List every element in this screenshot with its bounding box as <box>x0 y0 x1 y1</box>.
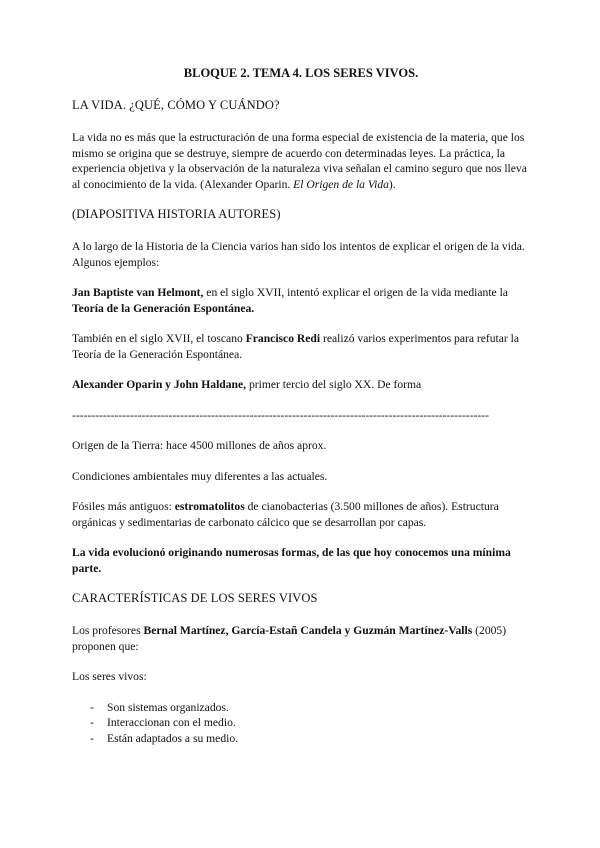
oparin-haldane-text: primer tercio del siglo XX. De forma <box>246 378 422 391</box>
van-helmont-text: en el siglo XVII, intentó explicar el origen de la vida mediante la <box>203 286 508 299</box>
authors-profesores: Bernal Martínez, García-Estañ Candela y Guzmán Martínez-Valls <box>143 624 473 637</box>
paragraph-redi <box>72 331 530 362</box>
section-heading-diapositiva: (DIAPOSITIVA HISTORIA AUTORES) <box>72 207 281 221</box>
list-item <box>90 700 530 716</box>
list-item <box>90 715 530 731</box>
section-heading-vida: LA VIDA. ¿QUÉ, CÓMO Y CUÁNDO? <box>72 98 280 112</box>
paragraph-van-helmont <box>72 285 530 316</box>
paragraph-seres-vivos: Los seres vivos: <box>72 670 147 683</box>
author-redi: Francisco Redi <box>245 332 321 345</box>
paragraph-condiciones: Condiciones ambientales muy diferentes a las actuales. <box>72 469 328 483</box>
term-estromatolitos: estromatolitos <box>174 500 245 513</box>
document-title: BLOQUE 2. TEMA 4. LOS SERES VIVOS. <box>183 66 419 80</box>
profesores-post: (2005) proponen que: <box>72 624 507 653</box>
profesores-pre: Los profesores <box>72 624 144 637</box>
quote-end: ). <box>388 177 396 191</box>
paragraph-origen-tierra: Origen de la Tierra: hace 4500 millones de años aprox. <box>72 439 327 452</box>
author-van-helmont: Jan Baptiste van Helmont, <box>72 286 204 299</box>
list-dash: - <box>90 700 94 714</box>
paragraph-fosiles <box>72 499 530 530</box>
list-item <box>90 731 530 747</box>
paragraph-evolucion: La vida evolucionó originando numerosas formas, de las que hoy conocemos una mínima parte. <box>72 546 511 575</box>
paragraph-oparin-haldane <box>72 377 530 393</box>
list-item-text: Interaccionan con el medio. <box>107 716 236 729</box>
paragraph-oparin-quote <box>72 130 530 192</box>
characteristics-list <box>72 700 530 747</box>
redi-pre: También en el siglo XVII, el toscano <box>72 332 246 345</box>
fosiles-pre: Fósiles más antiguos: <box>72 500 175 513</box>
section-heading-caracteristicas: CARACTERÍSTICAS DE LOS SERES VIVOS <box>72 591 318 605</box>
paragraph-profesores <box>72 623 530 654</box>
list-item-text: Están adaptados a su medio. <box>107 731 239 745</box>
list-item-text: Son sistemas organizados. <box>107 700 229 714</box>
paragraph-intro: A lo largo de la Historia de la Ciencia varios han sido los intentos de explicar el origen de la vida. Algunos ejemplos: <box>72 240 525 269</box>
fosiles-post: de cianobacterias (3.500 millones de años). Estructura orgánicas y sedimentarias de carbonato cálcico que se desarrollan por capas. <box>72 500 499 529</box>
authors-oparin-haldane: Alexander Oparin y John Haldane, <box>72 378 247 391</box>
list-dash: - <box>90 731 94 745</box>
list-dash: - <box>90 716 94 729</box>
theory-name: Teoría de la Generación Espontánea. <box>72 301 255 315</box>
book-title: El Origen de la Vida <box>293 177 389 191</box>
dashed-separator: ------------------------------------------------------------------------------------------------------------ <box>72 408 489 422</box>
redi-post: realizó varios experimentos para refutar la Teoría de la Generación Espontánea. <box>72 332 520 361</box>
quote-text: La vida no es más que la estructuración de una forma especial de existencia de la materia, que los mismo se origina que se destruye, siempre de acuerdo con determinadas leyes. La práctica, la experiencia objetiva y la observación de la naturaleza viva señalan el camino seguro que nos lleva al conocimiento de la vida. (Alexander Oparin. <box>72 131 527 191</box>
